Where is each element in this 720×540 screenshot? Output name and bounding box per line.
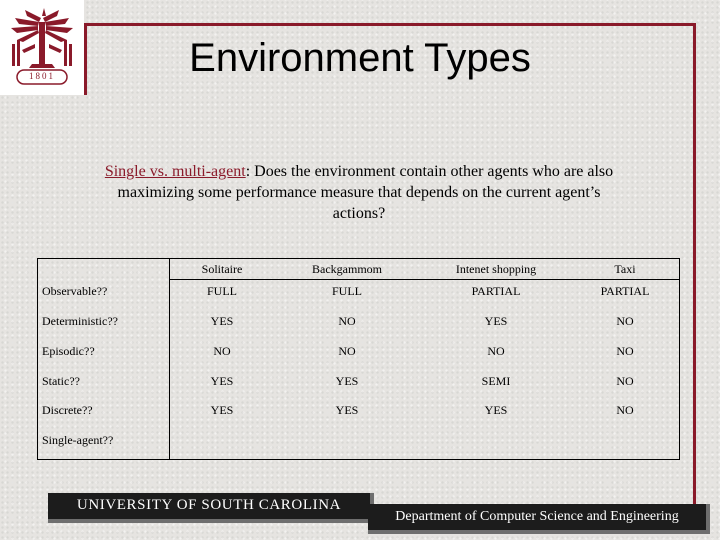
column-header-solitaire: Solitaire [201, 262, 243, 276]
row-label-single-agent: Single-agent?? [42, 433, 114, 447]
table-cell: YES [210, 314, 234, 328]
table-column-divider [169, 258, 170, 460]
slide-subtitle [92, 161, 626, 224]
row-label-observable: Observable?? [42, 284, 108, 298]
subtitle-term: Single vs. multi-agent [104, 163, 246, 180]
table-cell: NO [616, 403, 634, 417]
table-cell: NO [487, 344, 505, 358]
row-label-deterministic: Deterministic?? [42, 314, 118, 328]
table-cell: NO [616, 344, 634, 358]
frame-top-border [84, 23, 696, 26]
table-cell: YES [484, 314, 508, 328]
column-header-internet-shopping: Intenet shopping [455, 262, 537, 276]
row-label-discrete: Discrete?? [42, 403, 93, 417]
table-cell: SEMI [481, 374, 511, 388]
table-cell: NO [338, 344, 356, 358]
frame-right-border [693, 23, 696, 518]
table-cell: NO [338, 314, 356, 328]
table-cell: NO [616, 374, 634, 388]
table-cell: NO [616, 314, 634, 328]
table-cell: YES [335, 403, 359, 417]
row-label-episodic: Episodic?? [42, 344, 95, 358]
subtitle-text: : Does the environment contain other agents who are also maximizing some performance measure that depends on the current agent’s actions? [117, 163, 614, 222]
table-cell: FULL [332, 284, 362, 298]
table-cell: YES [335, 374, 359, 388]
table-cell: NO [213, 344, 231, 358]
table-cell: PARTIAL [600, 284, 650, 298]
department-banner: Department of Computer Science and Engineering [368, 504, 710, 534]
column-header-taxi: Taxi [614, 262, 636, 276]
university-banner: UNIVERSITY OF SOUTH CAROLINA [48, 493, 374, 523]
table-cell: PARTIAL [471, 284, 521, 298]
row-label-static: Static?? [42, 374, 80, 388]
logo-year: 1801 [29, 71, 55, 81]
table-cell: YES [210, 403, 234, 417]
slide-title: Environment Types [189, 36, 531, 80]
table-cell: FULL [207, 284, 237, 298]
table-cell: YES [484, 403, 508, 417]
table-cell: YES [210, 374, 234, 388]
column-header-backgammon: Backgammom [312, 262, 382, 276]
table-header-divider [169, 279, 679, 280]
